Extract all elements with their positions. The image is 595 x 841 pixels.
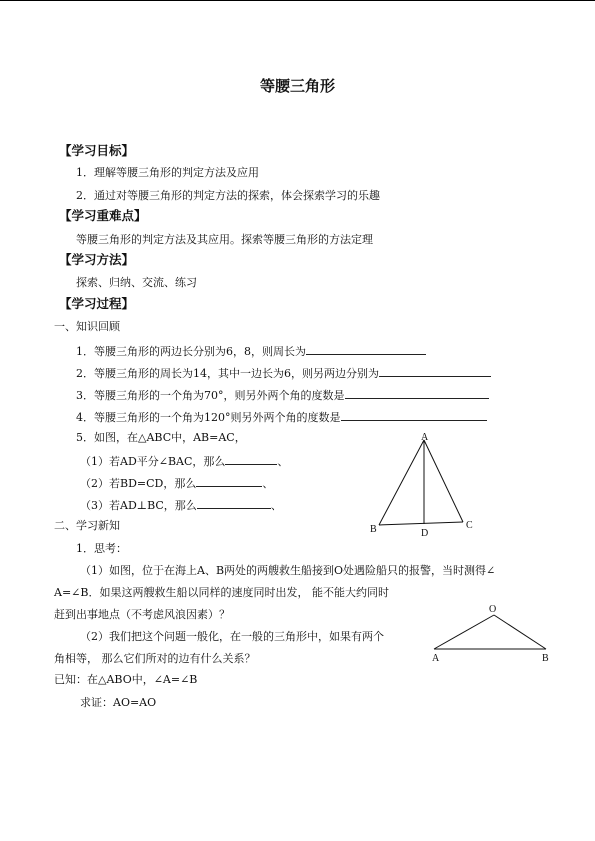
part1-title: 一、知识回顾 (54, 320, 120, 333)
method-heading: 【学习方法】 (59, 252, 135, 267)
question-1: 1．等腰三角形的两边长分别为6，8，则周长为 (76, 343, 426, 359)
process-heading: 【学习过程】 (59, 296, 135, 311)
problem1-line3: 赶到出事地点（不考虑风浪因素）？ (54, 608, 230, 621)
problem2-line2: 角相等， 那么它们所对的边有什么关系？ (54, 652, 256, 665)
side-oa (434, 615, 494, 649)
method-text: 探索、归纳、交流、练习 (76, 276, 197, 289)
answer-blank-5-2[interactable] (196, 475, 262, 487)
page-title: 等腰三角形 (259, 77, 335, 95)
answer-blank-3[interactable] (345, 387, 489, 399)
label-a: A (421, 432, 429, 443)
problem1-line1: （1）如图，位于在海上A、B两处的两艘救生船接到O处遇险船只的报警，当时测得∠ (80, 564, 496, 577)
side-ob (494, 615, 546, 649)
key-heading: 【学习重难点】 (59, 208, 147, 223)
part2-title: 二、学习新知 (54, 519, 120, 532)
label-b: B (542, 653, 549, 664)
goal-item-2: 2．通过对等腰三角形的判定方法的探索，体会探索学习的乐趣 (76, 189, 380, 202)
think-label: 1．思考： (76, 542, 127, 555)
question-2: 2．等腰三角形的周长为14，其中一边长为6，则另两边分别为 (76, 365, 491, 381)
question-4: 4．等腰三角形的一个角为120°则另外两个角的度数是 (76, 409, 487, 425)
goal-item-1: 1．理解等腰三角形的判定方法及应用 (76, 166, 259, 179)
question-5-1: （1）若AD平分∠BAC，那么 、 (80, 455, 289, 468)
answer-blank-5-3[interactable] (197, 497, 271, 509)
label-c: C (466, 520, 473, 531)
side-ac (424, 440, 463, 522)
answer-blank-1[interactable] (306, 343, 426, 355)
answer-blank-2[interactable] (379, 365, 491, 377)
key-text: 等腰三角形的判定方法及其应用。探索等腰三角形的方法定理 (76, 233, 373, 246)
prove-statement: 求证：AO=AO (80, 696, 157, 709)
top-rule (0, 0, 595, 1)
side-bc (379, 522, 463, 525)
question-5-3: （3）若AD⊥BC，那么 、 (80, 499, 282, 512)
problem1-line2: A=∠B．如果这两艘救生船以同样的速度同时出发， 能不能大约同时 (54, 586, 389, 599)
goal-heading: 【学习目标】 (59, 143, 135, 158)
triangle-abc-figure (366, 430, 476, 540)
question-3: 3．等腰三角形的一个角为70°，则另外两个角的度数是 (76, 387, 489, 403)
side-ab (379, 440, 424, 525)
question-5-2: （2）若BD=CD，那么 、 (80, 477, 274, 490)
label-d: D (421, 528, 429, 539)
problem2-line1: （2）我们把这个问题一般化，在一般的三角形中，如果有两个 (80, 630, 384, 643)
answer-blank-4[interactable] (341, 409, 487, 421)
label-a: A (432, 653, 440, 664)
label-b: B (370, 524, 377, 535)
answer-blank-5-1[interactable] (225, 453, 277, 465)
known-statement: 已知：在△ABO中，∠A=∠B (54, 673, 198, 686)
triangle-oab-figure (426, 602, 556, 666)
label-o: O (489, 604, 497, 615)
question-5: 5．如图，在△ABC中，AB=AC， (76, 431, 246, 444)
